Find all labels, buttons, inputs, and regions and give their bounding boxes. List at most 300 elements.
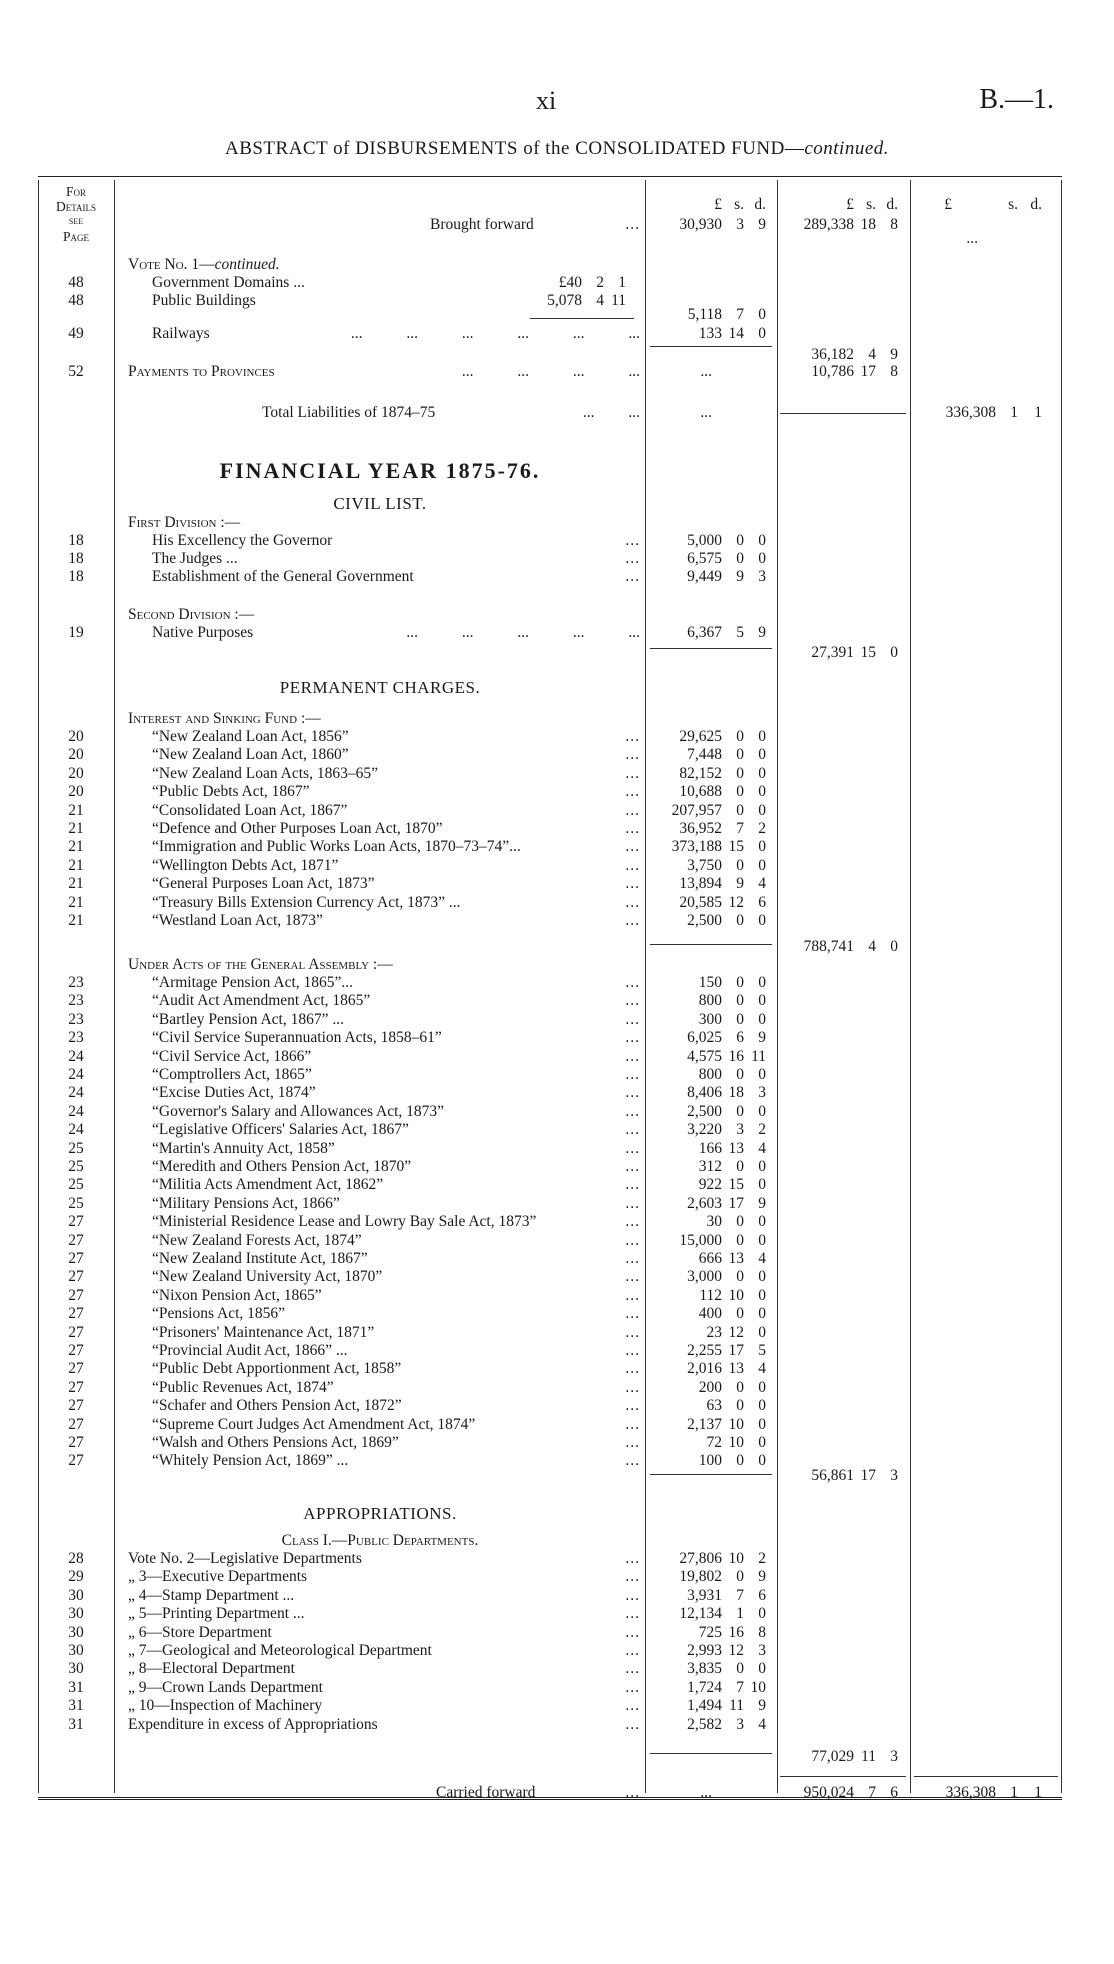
amount-shillings: 17	[860, 1467, 876, 1484]
amount-pounds: 56,861	[811, 1467, 854, 1484]
amount-pence: 2	[758, 1550, 766, 1567]
table-row: 18 Establishment of the General Government ... 9,449 9 3	[0, 568, 1114, 586]
row-label: “Supreme Court Judges Act Amendment Act, 1874”	[152, 1415, 476, 1433]
amount-pence: 0	[890, 938, 898, 955]
row-label: “New Zealand Institute Act, 1867”	[152, 1250, 368, 1267]
table-row: 31 „ 9—Crown Lands Department ... 1,724 7 10	[0, 1679, 1114, 1697]
row-label: “Prisoners' Maintenance Act, 1871”	[152, 1323, 375, 1341]
table-row: 27 “Public Revenues Act, 1874” ... 200 0 0	[0, 1379, 1114, 1397]
amount-shillings: 10	[728, 1415, 744, 1433]
amount-pounds: 788,741	[803, 938, 854, 955]
amount-pence: 0	[758, 728, 766, 745]
amount-pounds: 3,220	[687, 1121, 722, 1139]
row-label: „ 7—Geological and Meteorological Department	[128, 1642, 432, 1659]
amount-pence: 0	[758, 1660, 766, 1678]
row-label: “Armitage Pension Act, 1865”...	[152, 974, 354, 991]
table-row	[0, 1467, 1114, 1485]
amount-pounds: 27,806	[679, 1550, 722, 1567]
amount-shillings: 10	[728, 1286, 744, 1304]
table-row: 25 “Meredith and Others Pension Act, 1870” ... 312 0 0	[0, 1158, 1114, 1176]
amount-pounds: 3,750	[687, 856, 722, 874]
amount-placeholder: ...	[700, 1784, 712, 1801]
amount-shillings: 0	[736, 1213, 744, 1231]
table-row: 28 Vote No. 2—Legislative Departments ... 27,806 10 2	[0, 1550, 1114, 1568]
amount-shillings: 11	[729, 1697, 744, 1715]
table-row: 19 Native Purposes ... ... ... ... ... 6,367 5 9	[0, 624, 1114, 642]
table-row	[0, 644, 1114, 662]
amount-pence: 9	[758, 1029, 766, 1047]
amount-pence: 0	[758, 838, 766, 856]
page-ref: 21	[68, 856, 84, 874]
brought-forward-label: Brought forward	[430, 216, 534, 233]
amount-shillings: 4	[868, 346, 876, 363]
page-ref: 27	[68, 1305, 84, 1323]
amount-shillings: 3	[736, 1121, 744, 1139]
row-label: Expenditure in excess of Appropriations	[128, 1715, 378, 1733]
amount-shillings: 0	[736, 764, 744, 782]
amount-pounds: 15,000	[679, 1231, 722, 1249]
amount-pence: 6	[758, 1586, 766, 1604]
row-label: „ 4—Stamp Department ...	[128, 1586, 295, 1604]
table-row: 24 “Governor's Salary and Allowances Act, 1873” ... 2,500 0 0	[0, 1103, 1114, 1121]
sub-amount	[520, 274, 626, 292]
page-ref: 23	[68, 992, 84, 1010]
row-label: “Bartley Pension Act, 1867” ...	[152, 1010, 344, 1028]
page-ref: 25	[68, 1176, 84, 1194]
table-row	[0, 274, 1114, 292]
amount-pounds: 29,625	[679, 728, 722, 745]
amount-pounds: 30,930	[679, 216, 722, 233]
table-row: 20 “Public Debts Act, 1867” ... 10,688 0 0	[0, 783, 1114, 801]
civil-list-row	[0, 494, 1114, 514]
amount-pounds: 2,137	[687, 1415, 722, 1433]
page-ref: 29	[68, 1568, 84, 1586]
amount-pence: 3	[758, 1084, 766, 1102]
amount-shillings: 0	[736, 1660, 744, 1678]
amount-shillings: 7	[736, 1678, 744, 1696]
second-division-row	[0, 606, 1114, 624]
amount-pence: 0	[758, 1397, 766, 1415]
amount-pence: 5	[758, 1342, 766, 1359]
amount-pounds: 2,500	[687, 912, 722, 929]
total-liabilities-row: Total Liabilities of 1874–75 ... ... ... 336,308 1 1	[262, 404, 1042, 421]
table-row: 24 “Civil Service Act, 1866” ... 4,575 16 11	[0, 1048, 1114, 1066]
amount-pounds: 289,338	[803, 216, 854, 233]
amount-shillings: 12	[728, 1323, 744, 1341]
table-row: 21 “Consolidated Loan Act, 1867” ... 207,957 0 0	[0, 802, 1114, 820]
row-label: Payments to Provinces	[128, 363, 275, 380]
amount-shillings: 3	[736, 216, 744, 233]
row-label: “New Zealand University Act, 1870”	[152, 1268, 383, 1286]
page-ref: 23	[68, 1029, 84, 1047]
row-label: “Public Debts Act, 1867”	[152, 783, 310, 801]
row-label: “New Zealand Loan Act, 1860”	[152, 746, 349, 764]
amount-pounds: 19,802	[679, 1568, 722, 1586]
amount-pence: 1	[1034, 1784, 1042, 1801]
page-ref: 20	[68, 783, 84, 801]
amount-shillings: 18	[860, 216, 876, 233]
amount-pence: 1	[1034, 404, 1042, 421]
amount-shillings: 7	[736, 306, 744, 323]
amount-pence: 11	[751, 1047, 766, 1065]
amount-shillings: 3	[736, 1715, 744, 1733]
amount-placeholder: ...	[700, 404, 712, 421]
table-row: 27 “Public Debt Apportionment Act, 1858” ... 2,016 13 4	[0, 1360, 1114, 1378]
total-rule	[780, 1776, 906, 1777]
amount-pounds: 36,952	[679, 820, 722, 837]
pence-label: d.	[754, 196, 766, 213]
amount-placeholder: ...	[700, 363, 712, 380]
amount-pounds: 82,152	[679, 764, 722, 782]
amount-pounds: 300	[698, 1010, 722, 1028]
row-label: Native Purposes	[152, 624, 254, 641]
permanent-charges-heading: PERMANENT CHARGES.	[279, 678, 481, 697]
table-row: 25 “Militia Acts Amendment Act, 1862” ... 922 15 0	[0, 1176, 1114, 1194]
amount-pounds: 1,724	[687, 1678, 722, 1696]
amount-shillings: 11	[861, 1748, 876, 1765]
page-ref: 18	[68, 532, 84, 549]
amount-pence: 9	[758, 1697, 766, 1715]
row-label: “Martin's Annuity Act, 1858”	[152, 1139, 335, 1157]
page-ref: 27	[68, 1323, 84, 1341]
amount-pounds: 112	[699, 1286, 722, 1304]
page-ref: 30	[68, 1605, 84, 1623]
amount-shillings: 0	[736, 1231, 744, 1249]
amount-pence: 0	[758, 1066, 766, 1083]
currency-header-row	[0, 196, 1114, 214]
row-label: Vote No. 2—Legislative Departments	[128, 1550, 362, 1567]
page-ref: 30	[68, 1642, 84, 1659]
vote1-continued: continued.	[214, 256, 280, 273]
table-row: 27 “Nixon Pension Act, 1865” ... 112 10 0	[0, 1287, 1114, 1305]
amount-pounds: 4,575	[687, 1047, 722, 1065]
table-row: 20 “New Zealand Loan Acts, 1863–65” ... 82,152 0 0	[0, 765, 1114, 783]
table-row: 21 “Westland Loan Act, 1873” ... 2,500 0 0	[0, 912, 1114, 930]
amount-pence: 2	[758, 1121, 766, 1139]
table-row: 31 Expenditure in excess of Appropriations ... 2,582 3 4	[0, 1716, 1114, 1734]
amount-pence: 3	[758, 568, 766, 585]
amount-shillings: 0	[736, 1452, 744, 1470]
page-ref: 49	[68, 325, 84, 342]
amount-pounds: 800	[698, 1066, 722, 1083]
amount-pence: 0	[758, 1605, 766, 1623]
row-label: “Military Pensions Act, 1866”	[152, 1194, 340, 1212]
table-row: 21 “Treasury Bills Extension Currency Act, 1873” ... ... 20,585 12 6	[0, 894, 1114, 912]
page-ref: 30	[68, 1660, 84, 1678]
appropriations-heading: APPROPRIATIONS.	[303, 1504, 457, 1523]
amount-shillings: 13	[728, 1139, 744, 1157]
row-label: “Westland Loan Act, 1873”	[152, 912, 323, 929]
acts-heading: Under Acts of the General Assembly :—	[128, 956, 393, 973]
page-ref: 27	[68, 1434, 84, 1451]
amount-shillings: 0	[736, 801, 744, 819]
amount-pence: 3	[890, 1748, 898, 1765]
amount-shillings: 0	[736, 1268, 744, 1286]
permanent-heading-row	[0, 678, 1114, 698]
amount-pence: 0	[758, 1286, 766, 1304]
table-row: 27 “Supreme Court Judges Act Amendment Act, 1874” ... 2,137 10 0	[0, 1416, 1114, 1434]
amount-shillings: 16	[728, 1623, 744, 1641]
interest-heading-row	[0, 710, 1114, 728]
amount-pence: 0	[758, 783, 766, 801]
appropriations-heading-row	[0, 1504, 1114, 1524]
table-row: 27 “New Zealand University Act, 1870” ... 3,000 0 0	[0, 1268, 1114, 1286]
amount-shillings: 0	[736, 728, 744, 745]
amount-shillings: 17	[860, 363, 876, 380]
row-label: “New Zealand Forests Act, 1874”	[152, 1231, 362, 1249]
amount-pounds: 922	[698, 1176, 722, 1194]
table-row: 27 “Pensions Act, 1856” ... 400 0 0	[0, 1305, 1114, 1323]
amount-pence: 0	[890, 644, 898, 661]
amount-shillings: 1	[736, 1605, 744, 1623]
row-label: “Pensions Act, 1856”	[152, 1305, 286, 1323]
row-label: “Comptrollers Act, 1865”	[152, 1066, 312, 1083]
amount-shillings: 12	[728, 1642, 744, 1659]
table-row: 30 „ 6—Store Department ... 725 16 8	[0, 1624, 1114, 1642]
amount-pence: 0	[758, 974, 766, 991]
page-ref: 31	[68, 1678, 84, 1696]
amount-pence: 11	[611, 292, 626, 309]
amount-pounds: 6,025	[687, 1029, 722, 1047]
page-ref: 27	[68, 1213, 84, 1231]
amount-pence: 0	[758, 1213, 766, 1231]
row-label: “New Zealand Loan Acts, 1863–65”	[152, 764, 378, 782]
amount-pounds: 2,993	[687, 1642, 722, 1659]
vote1-heading-row	[0, 256, 1114, 274]
amount-pounds: 133	[698, 325, 722, 342]
page-ref: 27	[68, 1378, 84, 1396]
page-ref: 27	[68, 1452, 84, 1470]
page-number: xi	[536, 86, 557, 115]
amount-pounds: 1,494	[687, 1697, 722, 1715]
amount-pence: 8	[890, 216, 898, 233]
amount-pounds: 36,182	[811, 346, 854, 363]
table-row: 21 “Wellington Debts Act, 1871” ... 3,750 0 0	[0, 857, 1114, 875]
page-ref: 27	[68, 1397, 84, 1415]
amount-pounds: 13,894	[679, 875, 722, 893]
financial-year-heading: FINANCIAL YEAR 1875-76.	[219, 458, 541, 483]
amount-shillings: 0	[736, 550, 744, 567]
class-heading-row	[0, 1532, 1114, 1550]
amount-pounds: 5,078	[547, 292, 582, 309]
amount-pence: 6	[890, 1784, 898, 1801]
amount-shillings: 13	[728, 1250, 744, 1267]
page-ref: 20	[68, 728, 84, 745]
amount-pounds: 5,000	[687, 532, 722, 549]
row-label: Government Domains ...	[152, 274, 305, 291]
table-row: 27 “Provincial Audit Act, 1866” ... ... 2,255 17 5	[0, 1342, 1114, 1360]
amount-pounds: 27,391	[811, 644, 854, 661]
amount-shillings: 14	[728, 325, 744, 342]
page-ref: 28	[68, 1550, 84, 1567]
table-row: 18 The Judges ... ... 6,575 0 0	[0, 550, 1114, 568]
amount-shillings: 7	[736, 1586, 744, 1604]
amount-pounds: 20,585	[679, 893, 722, 911]
row-label: “Walsh and Others Pensions Act, 1869”	[152, 1434, 399, 1451]
page-ref: 24	[68, 1084, 84, 1102]
amount-pounds: 5,118	[687, 306, 722, 323]
amount-shillings: 13	[728, 1360, 744, 1378]
pounds-label: £	[714, 196, 722, 213]
shillings-label: s.	[1008, 196, 1018, 213]
amount-pence: 6	[758, 893, 766, 911]
table-row: 21 “Immigration and Public Works Loan Acts, 1870–73–74”... ... 373,188 15 0	[0, 838, 1114, 856]
table-row: 27 “New Zealand Institute Act, 1867” ... 666 13 4	[0, 1250, 1114, 1268]
amount-shillings: 9	[736, 875, 744, 893]
amount-pounds: 400	[698, 1305, 722, 1323]
amount-pence: 0	[758, 1378, 766, 1396]
page-ref: 21	[68, 838, 84, 856]
amount-pence: 9	[758, 1194, 766, 1212]
amount-pence: 0	[758, 1010, 766, 1028]
amount-pounds: 23	[706, 1323, 722, 1341]
amount-pounds: 950,024	[803, 1784, 854, 1801]
amount-shillings: 4	[596, 292, 604, 309]
vote1-label: Vote No. 1—	[128, 256, 215, 273]
page-ref: 24	[68, 1047, 84, 1065]
page-ref: 30	[68, 1623, 84, 1641]
amount-pounds: 666	[698, 1250, 722, 1267]
amount-pence: 4	[758, 1139, 766, 1157]
amount-pounds: 6,575	[687, 550, 722, 567]
amount-shillings: 16	[728, 1047, 744, 1065]
amount-pounds: 2,255	[687, 1342, 722, 1359]
amount-pounds: 336,308	[945, 1784, 996, 1801]
amount-shillings: 0	[736, 532, 744, 549]
table-row: 31 „ 10—Inspection of Machinery ... 1,494 11 9	[0, 1697, 1114, 1715]
row-label: “Militia Acts Amendment Act, 1862”	[152, 1176, 384, 1194]
table-row: 24 “Excise Duties Act, 1874” ... 8,406 18 3	[0, 1084, 1114, 1102]
amount-pence: 0	[758, 325, 766, 342]
amount-pounds: 63	[706, 1397, 722, 1415]
amount-pence: 0	[758, 801, 766, 819]
page-ref: 21	[68, 893, 84, 911]
amount-pence: 0	[758, 1452, 766, 1470]
table-row: 30 „ 5—Printing Department ... ... 12,134 1 0	[0, 1605, 1114, 1623]
pounds-label: £	[846, 196, 854, 213]
amount-pence: 0	[758, 992, 766, 1010]
amount-pounds: 10,786	[811, 363, 854, 380]
page-ref: 24	[68, 1066, 84, 1083]
amount-shillings: 0	[736, 1397, 744, 1415]
amount-shillings: 15	[728, 1176, 744, 1194]
shillings-label: s.	[866, 196, 876, 213]
amount-pounds: 2,603	[687, 1194, 722, 1212]
amount-pounds: 373,188	[671, 838, 722, 856]
table-row	[0, 346, 1114, 364]
amount-pence: 0	[758, 550, 766, 567]
amount-pounds: 100	[698, 1452, 722, 1470]
acts-heading-row	[0, 956, 1114, 974]
table-row: 27 “New Zealand Forests Act, 1874” ... 15,000 0 0	[0, 1232, 1114, 1250]
amount-pounds: 2,016	[687, 1360, 722, 1378]
title-text: ABSTRACT of DISBURSEMENTS of the CONSOLIDATED FUND—	[224, 138, 805, 159]
first-division-row	[0, 514, 1114, 532]
amount-pounds: 2,582	[687, 1715, 722, 1733]
shillings-label: s.	[734, 196, 744, 213]
amount-pence: 0	[758, 1176, 766, 1194]
table-row: 18 His Excellency the Governor ... 5,000 0 0	[0, 532, 1114, 550]
page-ref: 24	[68, 1102, 84, 1120]
page-ref: 30	[68, 1586, 84, 1604]
page-ref: 27	[68, 1342, 84, 1359]
amount-pounds: 3,931	[687, 1586, 722, 1604]
amount-shillings: 7	[868, 1784, 876, 1801]
table-row: 30 „ 7—Geological and Meteorological Department ... 2,993 12 3	[0, 1642, 1114, 1660]
page-ref: 27	[68, 1360, 84, 1378]
page-ref: 27	[68, 1231, 84, 1249]
amount-pounds: £40	[558, 274, 582, 291]
amount-shillings: 1	[1010, 404, 1018, 421]
page-ref: 21	[68, 875, 84, 893]
class-heading: Class I.—Public Departments.	[281, 1532, 479, 1549]
amount-pounds: 72	[706, 1434, 722, 1451]
row-label: Establishment of the General Government	[152, 568, 414, 585]
amount-shillings: 17	[728, 1342, 744, 1359]
amount-pence: 8	[890, 363, 898, 380]
page-ref: 48	[68, 274, 84, 291]
row-label: „ 3—Executive Departments	[128, 1568, 308, 1586]
amount-pounds: 2,500	[687, 1102, 722, 1120]
amount-pence: 0	[758, 1305, 766, 1323]
page-ref: 24	[68, 1121, 84, 1139]
amount-shillings: 17	[728, 1194, 744, 1212]
table-row: 21 “Defence and Other Purposes Loan Act, 1870” ... 36,952 7 2	[0, 820, 1114, 838]
amount-pence: 4	[758, 1360, 766, 1378]
row-label: “Legislative Officers' Salaries Act, 1867”	[152, 1121, 409, 1139]
row-label: „ 10—Inspection of Machinery	[128, 1697, 323, 1715]
amount-shillings: 15	[728, 838, 744, 856]
page-ref: 18	[68, 550, 84, 567]
amount-pounds: 312	[698, 1158, 722, 1175]
table-row: 20 “New Zealand Loan Act, 1860” ... 7,448 0 0	[0, 746, 1114, 764]
amount-shillings: 0	[736, 992, 744, 1010]
page-ref: 25	[68, 1194, 84, 1212]
amount-pence: 0	[758, 1231, 766, 1249]
row-label: “Consolidated Loan Act, 1867”	[152, 801, 348, 819]
amount-shillings: 9	[736, 568, 744, 585]
page-ref: 27	[68, 1268, 84, 1286]
row-label: “Civil Service Act, 1866”	[152, 1047, 312, 1065]
amount-pounds: 207,957	[671, 801, 722, 819]
row-label: “Public Revenues Act, 1874”	[152, 1378, 334, 1396]
table-row: 49 Railways ... ... ... ... ... ... 133 14 0	[0, 325, 1114, 343]
table-row	[0, 306, 1114, 324]
amount-pounds: 30	[706, 1213, 722, 1231]
amount-pence: 0	[758, 1415, 766, 1433]
row-label: Railways	[152, 325, 210, 342]
pence-label: d.	[886, 196, 898, 213]
fy-heading-row	[0, 458, 1114, 484]
table-row: 23 “Audit Act Amendment Act, 1865” ... 800 0 0	[0, 992, 1114, 1010]
page-ref: 19	[68, 624, 84, 641]
amount-pence: 9	[890, 346, 898, 363]
amount-pounds: 9,449	[687, 568, 722, 585]
amount-shillings: 0	[736, 1010, 744, 1028]
amount-pounds: 166	[698, 1139, 722, 1157]
amount-shillings: 0	[736, 856, 744, 874]
row-label: “General Purposes Loan Act, 1873”	[152, 875, 375, 893]
table-row: 23 “Armitage Pension Act, 1865”... ... 150 0 0	[0, 974, 1114, 992]
amount-shillings: 10	[728, 1434, 744, 1451]
pence-label: d.	[1030, 196, 1042, 213]
row-label: “Ministerial Residence Lease and Lowry Bay Sale Act, 1873”	[152, 1213, 537, 1231]
total-liabilities-label: Total Liabilities of 1874–75	[262, 404, 436, 421]
amount-pence: 0	[758, 1323, 766, 1341]
amount-pounds: 3,000	[687, 1268, 722, 1286]
header-for: For	[65, 184, 86, 199]
row-label: “Treasury Bills Extension Currency Act, 1873” ...	[152, 893, 461, 911]
